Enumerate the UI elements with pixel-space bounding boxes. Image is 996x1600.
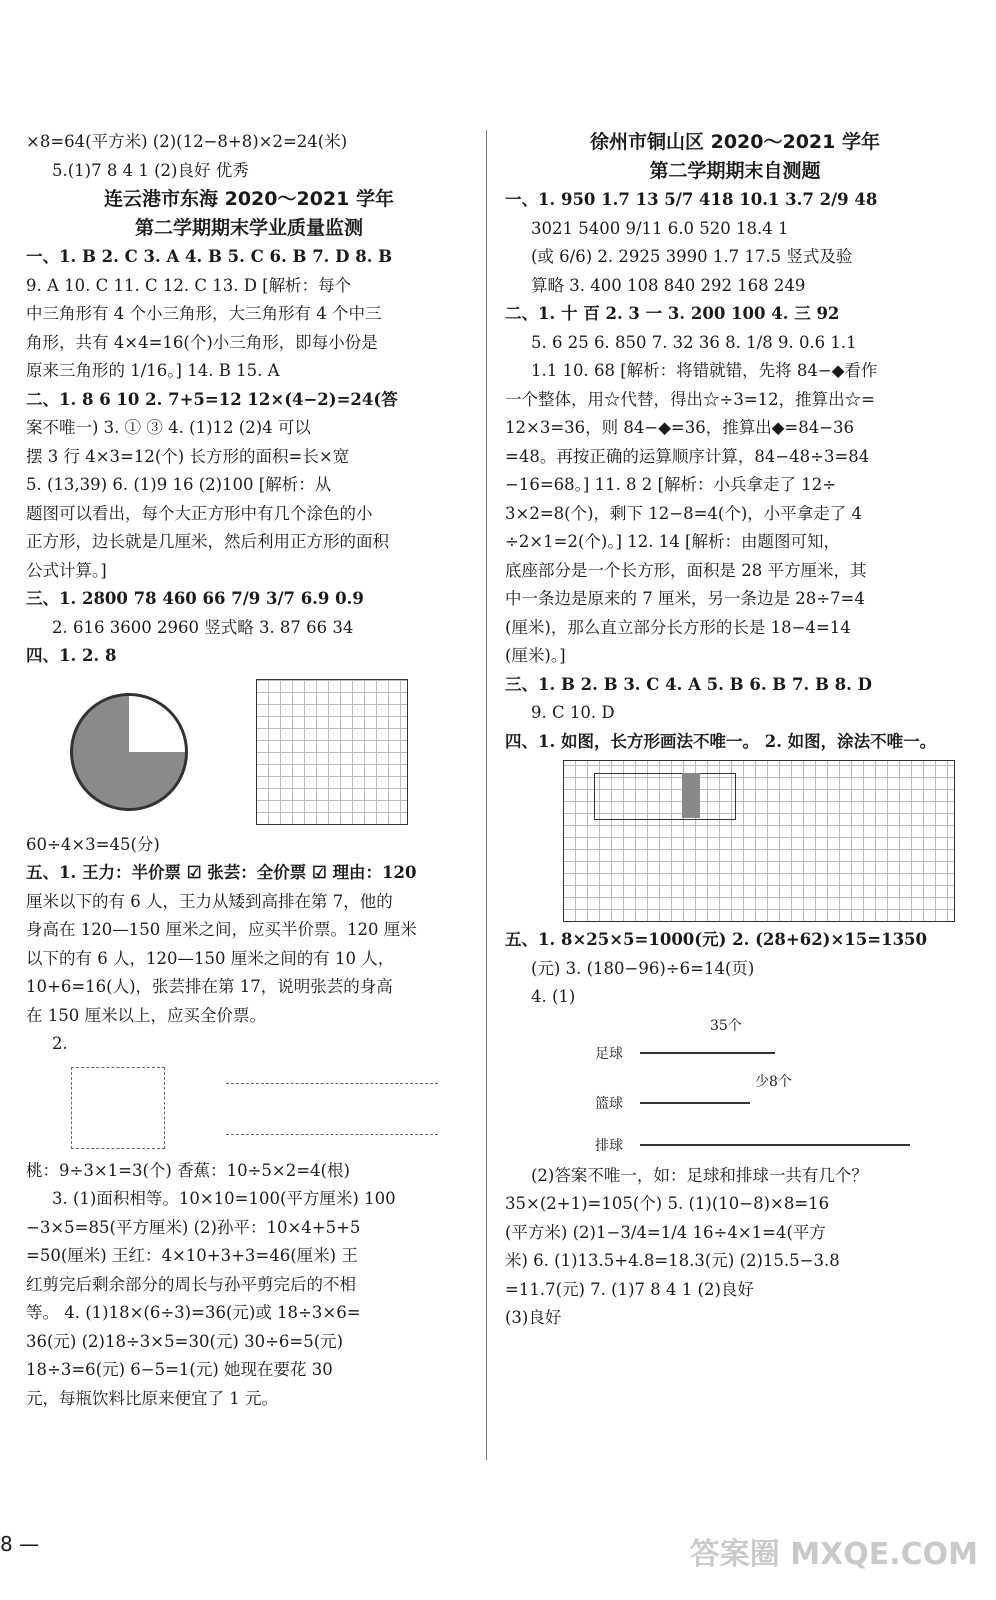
- left-line: 中三角形有 4 个小三角形，大三角形有 4 个中三: [26, 304, 382, 323]
- label-basketball: 篮球: [595, 1095, 623, 1112]
- left-line: 一、1. B 2. C 3. A 4. B 5. C 6. B 7. D 8. B: [26, 247, 393, 266]
- right-line: 四、1. 如图，长方形画法不唯一。 2. 如图，涂法不唯一。: [505, 731, 937, 751]
- right-end-line: =11.7(元) 7. (1)7 8 4 1 (2)良好: [505, 1279, 754, 1299]
- left-line: 四、1. 2. 8: [26, 646, 117, 665]
- figures-row-1: [26, 675, 472, 827]
- left-after-fig-line: 60÷4×3=45(分): [26, 834, 160, 854]
- right-line: 1.1 10. 68 [解析：将错就错，先将 84−◆看作: [531, 361, 878, 380]
- right-line: −16=68。] 11. 8 2 [解析：小兵拿走了 12÷: [505, 475, 837, 494]
- left-line: 题图可以看出，每个大正方形中有几个涂色的小: [26, 503, 373, 523]
- right-line: 一个整体，用☆代替，得出☆÷3=12，推算出☆=: [505, 389, 875, 409]
- right-line: 底座部分是一个长方形，面积是 28 平方厘米，其: [505, 560, 867, 580]
- right-line: (厘米)，那么直立部分长方形的长是 18−4=14: [505, 617, 851, 637]
- fruit-figure: [26, 1063, 472, 1153]
- left-after-fig-line: 以下的有 6 人，120—150 厘米之间的有 10 人，: [26, 948, 395, 968]
- right-line: 3021 5400 9/11 6.0 520 18.4 1: [531, 218, 789, 238]
- right-line: 中一条边是原来的 7 厘米，另一条边是 28÷7=4: [505, 589, 865, 608]
- right-tail-line: 4. (1): [531, 987, 576, 1006]
- right-line: 三、1. B 2. B 3. C 4. A 5. B 6. B 7. B 8. D: [505, 674, 872, 694]
- left-line: 原来三角形的 1/16。] 14. B 15. A: [26, 361, 280, 380]
- right-line: ÷2×1=2(个)。] 12. 14 [解析：由题图可知，: [505, 532, 840, 551]
- right-line: 算略 3. 400 108 840 292 168 249: [531, 275, 806, 295]
- left-tail-line: 元，每瓶饮料比原来便宜了 1 元。: [26, 1388, 278, 1408]
- right-line: 9. C 10. D: [531, 703, 615, 722]
- left-line: 第二学期期末学业质量监测: [134, 217, 363, 239]
- left-after-fig-line: 2.: [52, 1034, 68, 1053]
- left-line: ×8=64(平方米) (2)(12−8+8)×2=24(米): [26, 132, 348, 151]
- right-tail-line: (元) 3. (180−96)÷6=14(页): [531, 958, 755, 978]
- left-after-fig-line: 身高在 120—150 厘米之间，应买半价票。120 厘米: [26, 920, 417, 939]
- left-line: 9. A 10. C 11. C 12. C 13. D [解析：每个: [26, 275, 352, 295]
- left-tail-line: −3×5=85(平方厘米) (2)孙平：10×4+5+5: [26, 1217, 361, 1237]
- right-end-line: 米) 6. (1)13.5+4.8=18.3(元) (2)15.5−3.8: [505, 1251, 840, 1270]
- left-tail-line: 桃：9÷3×1=3(个) 香蕉：10÷5×2=4(根): [26, 1160, 350, 1180]
- left-tail-line: 18÷3=6(元) 6−5=1(元) 她现在要花 30: [26, 1360, 333, 1379]
- left-tail-line: 36(元) (2)18÷3×5=30(元) 30÷6=5(元): [26, 1331, 344, 1351]
- left-line: 5.(1)7 8 4 1 (2)良好 优秀: [52, 160, 249, 180]
- left-tail-line: 3. (1)面积相等。10×10=100(平方厘米) 100: [52, 1189, 396, 1208]
- right-line: 5. 6 25 6. 850 7. 32 36 8. 1/8 9. 0.6 1.1: [531, 332, 857, 352]
- right-end-line: (平方米) (2)1−3/4=1/4 16÷4×1=4(平方: [505, 1222, 826, 1242]
- right-column: [505, 128, 965, 1333]
- left-line: 连云港市东海 2020～2021 学年: [104, 188, 394, 210]
- rect-grid-figure: [563, 760, 955, 922]
- right-line: 12×3=36，则 84−◆=36，推算出◆=84−36: [505, 418, 855, 437]
- page-number: 8 —: [0, 1532, 40, 1556]
- left-line: 案不唯一) 3. ① ③ 4. (1)12 (2)4 可以: [26, 418, 311, 437]
- right-end-line: 35×(2+1)=105(个) 5. (1)(10−8)×8=16: [505, 1194, 830, 1213]
- left-after-fig-line: 10+6=16(人)，张芸排在第 17，说明张芸的身高: [26, 977, 393, 996]
- right-line: 徐州市铜山区 2020～2021 学年: [590, 131, 880, 153]
- right-line: (或 6/6) 2. 2925 3990 1.7 17.5 竖式及验: [531, 247, 853, 266]
- right-tail-line: 五、1. 8×25×5=1000(元) 2. (28+62)×15=1350: [505, 930, 928, 949]
- label-volleyball: 排球: [595, 1137, 623, 1154]
- left-after-fig-line: 在 150 厘米以上，应买全价票。: [26, 1005, 266, 1025]
- right-end-line: (2)答案不唯一，如：足球和排球一共有几个？: [531, 1165, 868, 1185]
- left-after-fig-line: 五、1. 王力：半价票 ☑ 张芸：全价票 ☑ 理由：120: [26, 863, 417, 882]
- less-label: 少8个: [755, 1073, 792, 1090]
- right-line: 3×2=8(个)，剩下 12−8=4(个)，小平拿走了 4: [505, 503, 863, 523]
- right-line: 一、1. 950 1.7 13 5/7 418 10.1 3.7 2/9 48: [505, 190, 878, 209]
- left-line: 5. (13,39) 6. (1)9 16 (2)100 [解析：从: [26, 475, 332, 494]
- left-tail-line: =50(厘米) 王红：4×10+3+3=46(厘米) 王: [26, 1246, 358, 1265]
- left-line: 公式计算。]: [26, 560, 107, 580]
- chart-top-label: 35个: [710, 1017, 742, 1034]
- right-line: (厘米)。]: [505, 646, 566, 665]
- right-end-line: (3)良好: [505, 1308, 562, 1327]
- right-line: 第二学期期末自测题: [649, 160, 821, 182]
- grid-figure: [256, 679, 408, 825]
- watermark: 答案圈 MXQE.COM: [689, 1537, 978, 1572]
- left-line: 三、1. 2800 78 460 66 7/9 3/7 6.9 0.9: [26, 589, 364, 608]
- label-football: 足球: [595, 1045, 623, 1062]
- bar-chart-figure: [505, 1012, 965, 1162]
- left-line: 二、1. 8 6 10 2. 7+5=12 12×(4−2)=24(答: [26, 389, 398, 409]
- left-column: [26, 128, 472, 1413]
- left-line: 角形，共有 4×4=16(个)小三角形，即每小份是: [26, 332, 378, 352]
- left-after-fig-line: 厘米以下的有 6 人，王力从矮到高排在第 7，他的: [26, 891, 393, 911]
- left-line: 摆 3 行 4×3=12(个) 长方形的面积=长×宽: [26, 446, 350, 466]
- right-line: =48。再按正确的运算顺序计算，84−48÷3=84: [505, 446, 870, 466]
- right-line: 二、1. 十 百 2. 3 一 3. 200 100 4. 三 92: [505, 304, 840, 323]
- left-tail-line: 红剪完后剩余部分的周长与孙平剪完后的不相: [26, 1274, 356, 1294]
- column-divider: [486, 130, 487, 1460]
- left-tail-line: 等。 4. (1)18×(6÷3)=36(元)或 18÷3×6=: [26, 1303, 361, 1322]
- clock-figure: [70, 693, 188, 811]
- left-line: 正方形，边长就是几厘米，然后利用正方形的面积: [26, 532, 389, 551]
- left-line: 2. 616 3600 2960 竖式略 3. 87 66 34: [52, 617, 354, 637]
